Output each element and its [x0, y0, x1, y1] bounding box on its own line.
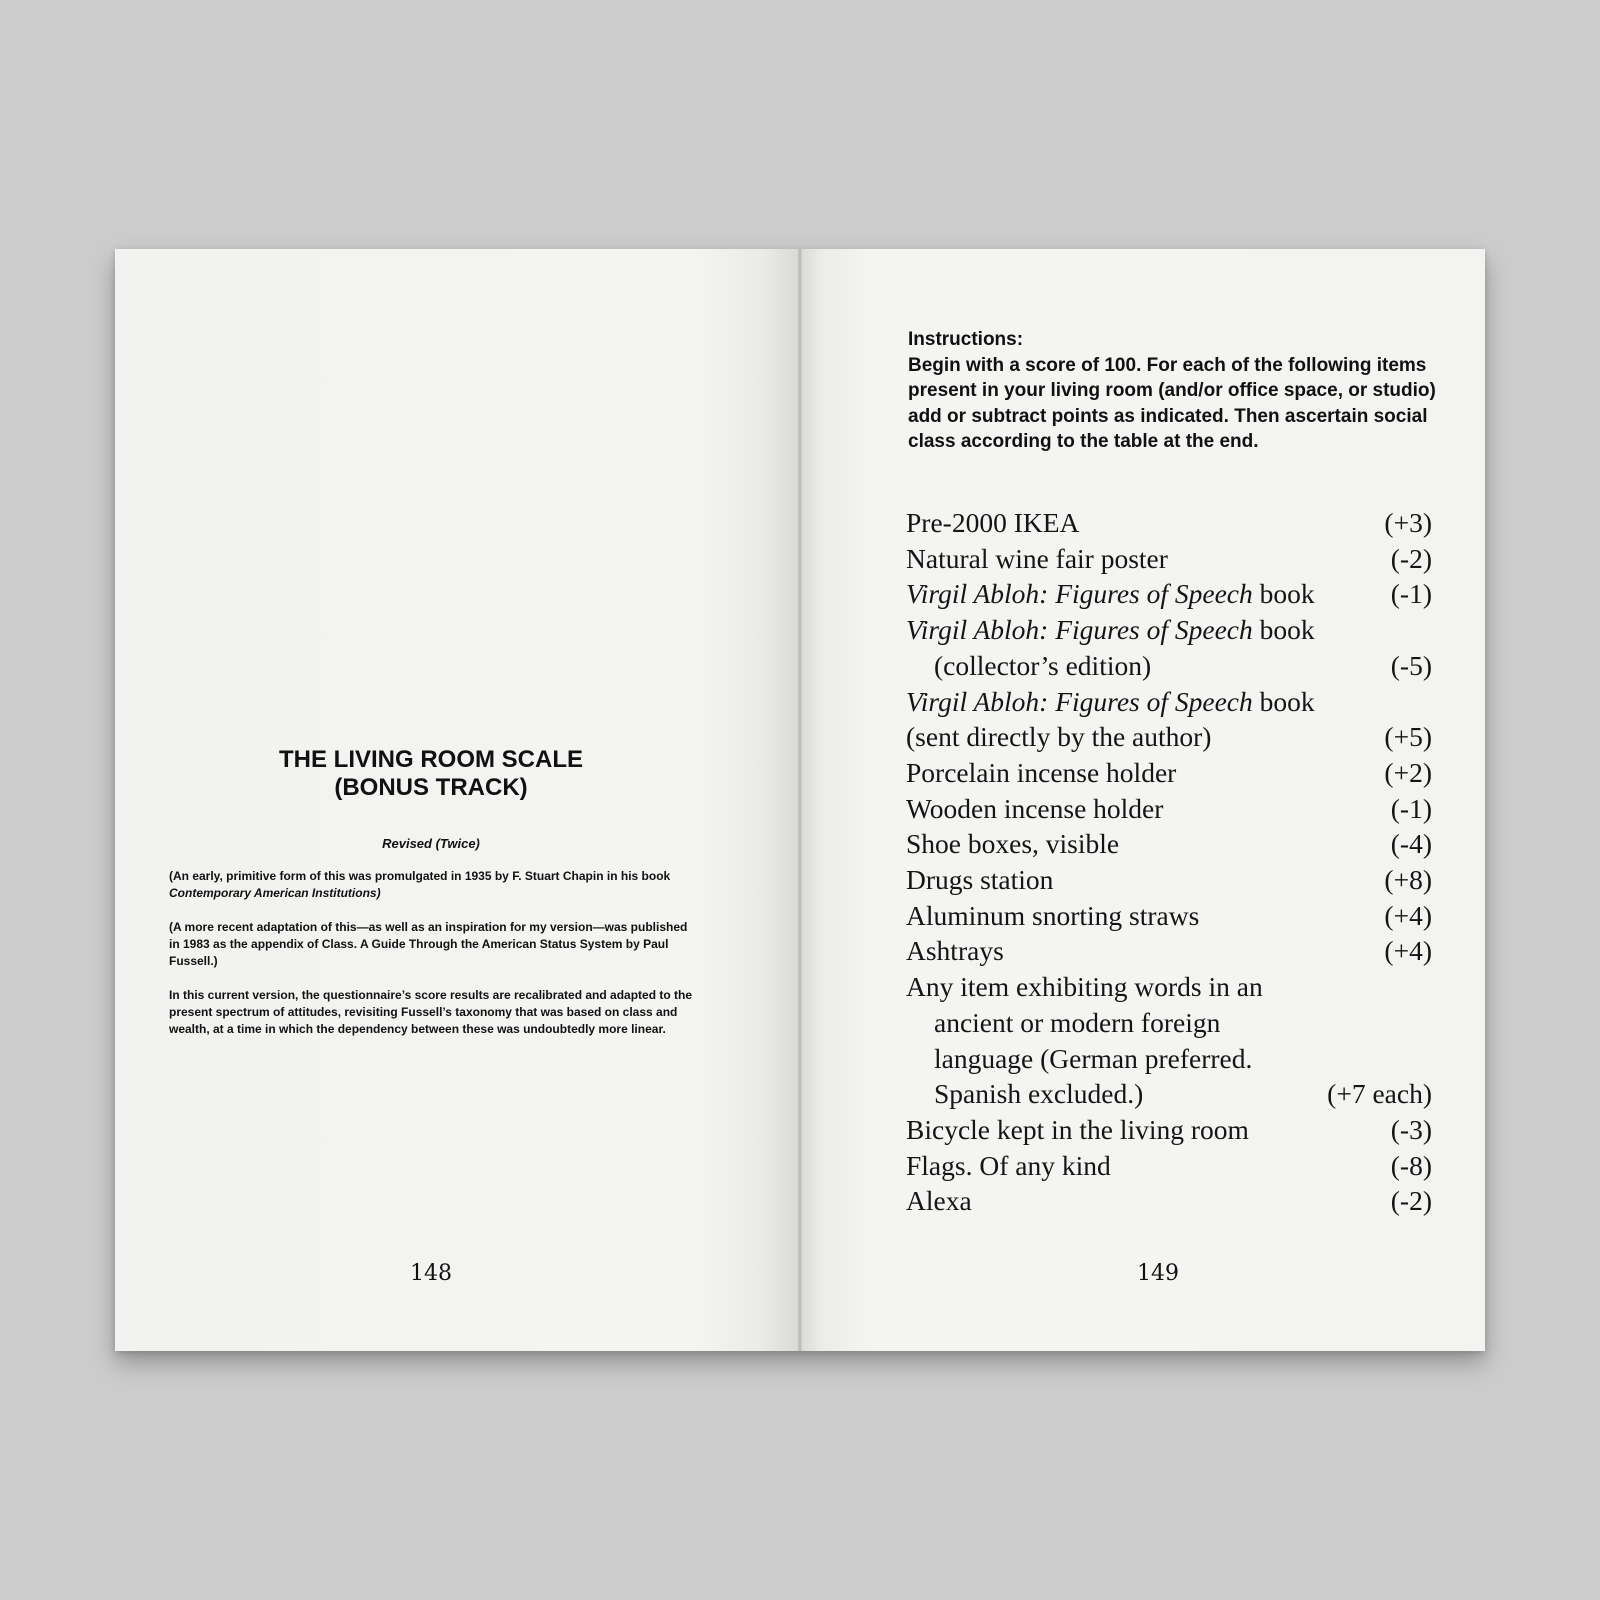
left-page	[115, 249, 798, 1351]
list-item	[906, 505, 1432, 541]
intro-paragraph-3: In this current version, the questionnaire’s score results are recalibrated and adapted to the present spectrum of attitudes, revisiting Fussell’s taxonomy that was based on class and wealth, at a time in which the dependency between these was undoubtedly more linear.	[169, 988, 693, 1036]
scoring-list	[906, 505, 1432, 1219]
item-label: Drugs station	[906, 864, 1054, 896]
item-points: (+8)	[1384, 864, 1432, 896]
list-item	[906, 969, 1432, 1112]
right-page	[802, 249, 1485, 1351]
item-points: (-1)	[1390, 578, 1432, 610]
item-label-rest: book	[1252, 614, 1315, 646]
list-item	[906, 933, 1432, 969]
book-title: Contemporary American Institutions)	[169, 886, 381, 900]
intro-paragraph-1-text: (An early, primitive form of this was promulgated in 1935 by F. Stuart Chapin in his book	[169, 869, 671, 883]
item-book-title: Virgil Abloh: Figures of Speech	[906, 614, 1253, 646]
list-item	[906, 1148, 1432, 1184]
item-points: (-1)	[1390, 792, 1432, 824]
list-item	[906, 862, 1432, 898]
item-label: Pre-2000 IKEA	[906, 507, 1080, 538]
item-points: (-5)	[1390, 649, 1432, 681]
chapter-title-line-1: THE LIVING ROOM SCALE	[278, 746, 583, 773]
item-label-continuation: (sent directly by the author)	[906, 721, 1212, 753]
item-label-continuation: ancient or modern foreign	[934, 1006, 1221, 1038]
item-label: Any item exhibiting words in an	[906, 971, 1263, 1003]
item-label	[906, 576, 1315, 612]
item-label: Ashtrays	[906, 935, 1004, 967]
list-item	[906, 684, 1432, 755]
instructions-body: Begin with a score of 100. For each of the following items present in your living room (and/or office space, or studio) add or subtract points as indicated. Then ascertain social class according to the table at the end.	[908, 354, 1436, 452]
item-label: Bicycle kept in the living room	[906, 1113, 1249, 1145]
item-points: (-4)	[1390, 828, 1432, 860]
list-item	[906, 755, 1432, 791]
instructions	[908, 327, 1444, 455]
item-points: (-3)	[1390, 1113, 1432, 1145]
chapter-title	[115, 746, 747, 802]
item-points: (+5)	[1384, 721, 1432, 753]
item-label-rest: book	[1252, 578, 1315, 610]
chapter-title-line-2: (BONUS TRACK)	[334, 774, 528, 801]
item-points: (+2)	[1384, 756, 1432, 788]
instructions-heading: Instructions:	[908, 329, 1024, 350]
book-spread	[115, 249, 1485, 1351]
page-number-left: 148	[410, 1261, 452, 1286]
item-label: Natural wine fair poster	[906, 542, 1168, 574]
list-item	[906, 826, 1432, 862]
page-number-right: 149	[1137, 1261, 1179, 1286]
item-points: (+4)	[1384, 899, 1432, 931]
item-label: Porcelain incense holder	[906, 756, 1177, 788]
item-label-continuation: Spanish excluded.)	[934, 1078, 1144, 1110]
chapter-subtitle: Revised (Twice)	[382, 836, 480, 851]
item-points: (-2)	[1390, 542, 1432, 574]
item-points: (+4)	[1384, 935, 1432, 967]
list-item	[906, 541, 1432, 577]
item-label: Wooden incense holder	[906, 792, 1164, 824]
item-label	[906, 684, 1315, 720]
list-item	[906, 1112, 1432, 1148]
intro-text	[169, 868, 699, 1055]
item-label	[906, 612, 1315, 648]
item-points: (+3)	[1384, 507, 1432, 538]
list-item	[906, 612, 1432, 683]
item-label: Shoe boxes, visible	[906, 828, 1120, 860]
list-item	[906, 791, 1432, 827]
item-book-title: Virgil Abloh: Figures of Speech	[906, 685, 1253, 717]
item-book-title: Virgil Abloh: Figures of Speech	[906, 578, 1253, 610]
intro-paragraph-1	[169, 868, 699, 902]
intro-paragraph-2: (A more recent adaptation of this—as well as an inspiration for my version—was published in 1983 as the appendix of Class. A Guide Through the American Status System by Paul Fussell.)	[169, 920, 688, 968]
item-label: Alexa	[906, 1185, 972, 1217]
item-points: (-2)	[1390, 1185, 1432, 1217]
item-label-continuation: (collector’s edition)	[934, 649, 1152, 681]
list-item	[906, 1183, 1432, 1219]
item-label-rest: book	[1252, 685, 1315, 717]
list-item	[906, 898, 1432, 934]
item-label: Flags. Of any kind	[906, 1149, 1111, 1181]
item-label-continuation: language (German preferred.	[934, 1042, 1253, 1074]
list-item	[906, 576, 1432, 612]
item-label: Aluminum snorting straws	[906, 899, 1200, 931]
item-points: (-8)	[1390, 1149, 1432, 1181]
item-points: (+7 each)	[1327, 1078, 1432, 1110]
